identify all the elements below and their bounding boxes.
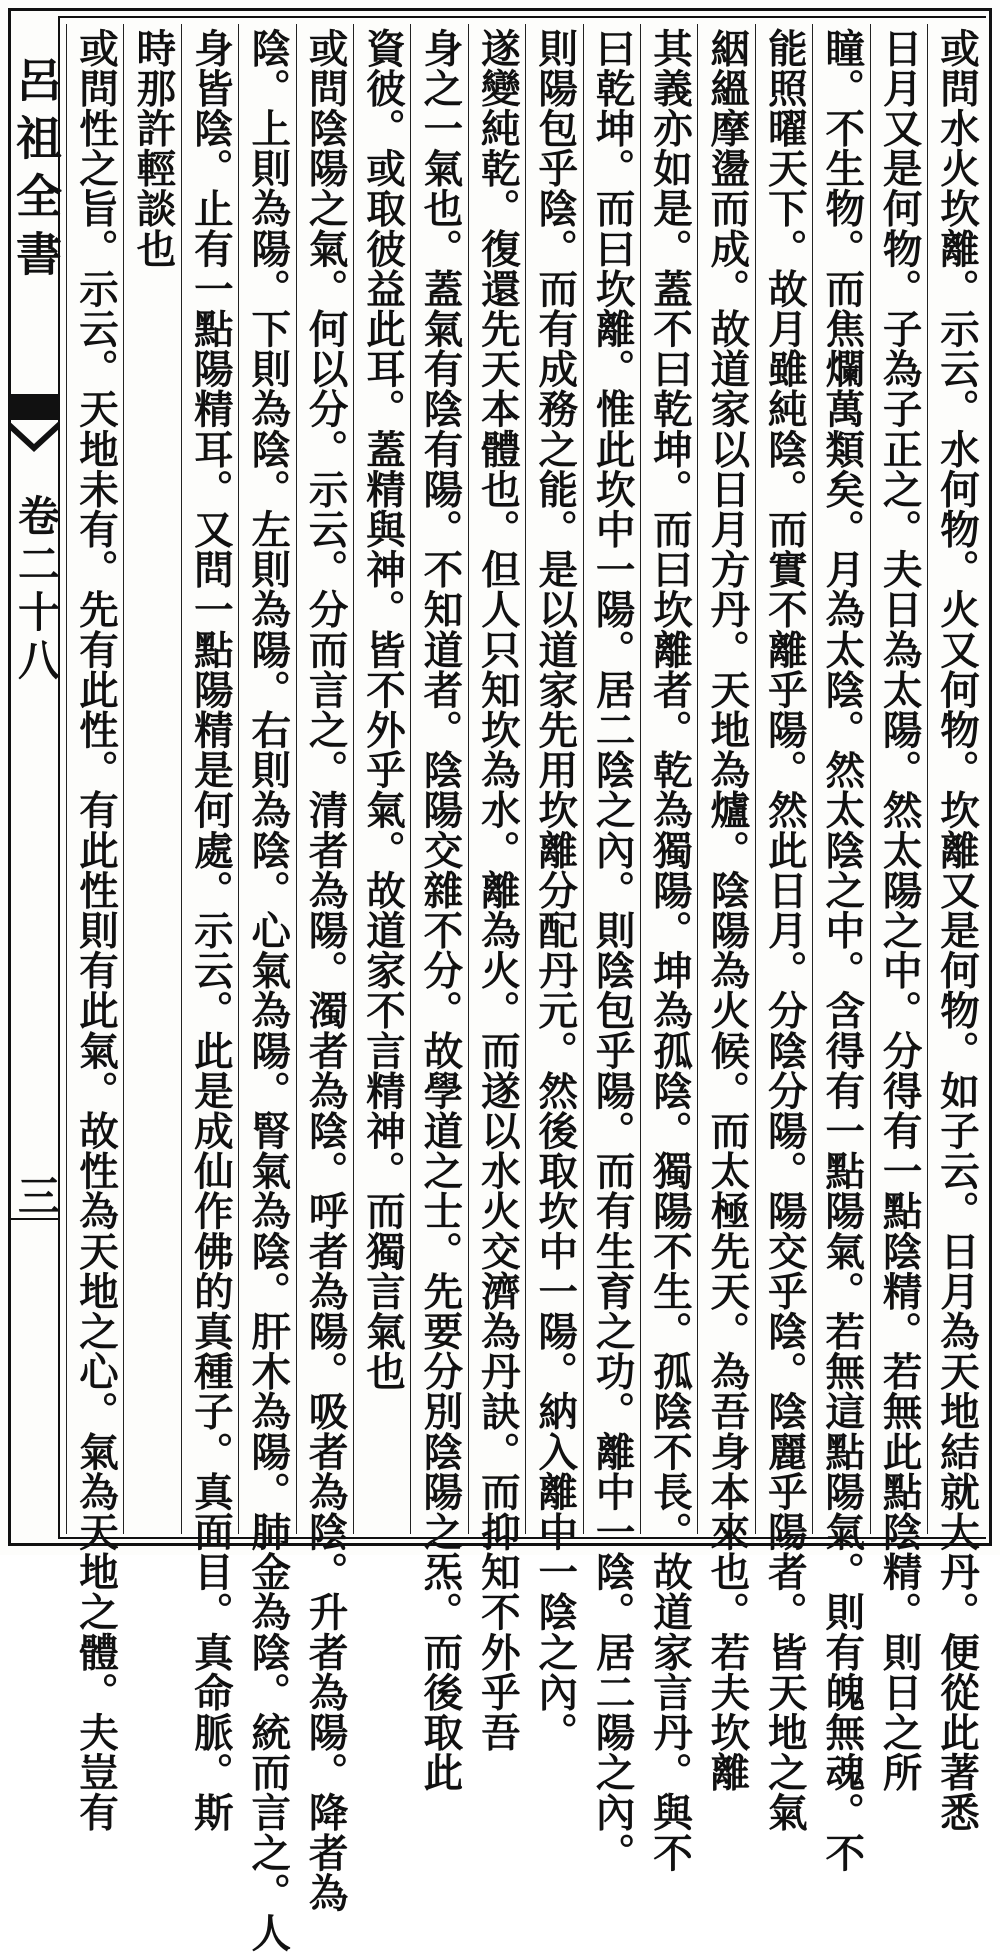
text-column <box>238 24 295 1953</box>
column-text: 能照曜天下。故月雖純陰。而實不離乎陽。然此日月。分陰分陽。陽交乎陰。陰麗乎陽者。皆天地之氣 <box>761 28 808 1833</box>
column-text: 或問水火坎離。示云。水何物。火又何物。坎離又是何物。如子云。日月為天地結就大丹。便從此著悉 <box>934 28 980 1833</box>
column-text: 時那許輕談也 <box>130 28 177 269</box>
text-column <box>697 24 754 1793</box>
column-text: 資彼。或取彼益此耳。蓋精與神。皆不外乎氣。故道家不言精神。而獨言氣也 <box>360 28 406 1392</box>
text-column <box>583 24 640 1873</box>
book-title: 呂祖全書 <box>9 56 63 288</box>
volume-label: 卷二十八 <box>12 494 61 686</box>
text-column <box>410 24 467 1793</box>
column-text: 身皆陰。止有一點陽精耳。又問一點陽精是何處。示云。此是成仙作佛的真種子。真面目。真命脈。斯 <box>187 28 234 1833</box>
text-columns <box>66 24 984 1953</box>
column-text: 絪縕摩盪而成。故道家以日月方丹。天地為爐。陰陽為火候。而太極先天。為吾身本來也。若夫坎離 <box>704 28 751 1793</box>
text-column <box>870 24 927 1793</box>
column-text: 身之一氣也。蓋氣有陰有陽。不知道者。陰陽交雜不分。故學道之士。先要分別陰陽之炁。而後取此 <box>417 28 464 1793</box>
text-column <box>181 24 238 1833</box>
fishtail-mark-icon <box>8 394 60 454</box>
banner-divider <box>8 1218 60 1220</box>
text-column <box>640 24 697 1873</box>
text-column <box>353 24 410 1534</box>
column-text: 其義亦如是。蓋不曰乾坤。而曰坎離者。乾為獨陽。坤為孤陰。獨陽不生。孤陰不長。故道家言丹。與不 <box>647 28 693 1873</box>
text-column <box>927 24 984 1833</box>
column-text: 遂變純乾。復還先天本體也。但人只知坎為水。離為火。而遂以水火交濟為丹訣。而抑知不外乎吾 <box>474 28 521 1753</box>
text-column <box>468 24 525 1753</box>
text-column <box>812 24 869 1873</box>
column-text: 日月又是何物。子為子正之。夫日為太陽。然太陽之中。分得有一點陰精。若無此點陰精。則日之所 <box>876 28 923 1793</box>
text-column <box>66 24 123 1833</box>
page-banner <box>8 16 63 1539</box>
page-number: 三 <box>12 1174 61 1216</box>
column-text: 陰。上則為陽。下則為陰。左則為陽。右則為陰。心氣為陽。腎氣為陰。肝木為陽。肺金為陰。統而言之。人 <box>245 28 292 1953</box>
text-column <box>296 24 353 1913</box>
column-text: 則陽包乎陰。而有成務之能。是以道家先用坎離分配丹元。然後取坎中一陽。納入離中一陰之內。 <box>532 28 579 1753</box>
column-text: 或問陰陽之氣。何以分。示云。分而言之。清者為陽。濁者為陰。呼者為陽。吸者為陰。升者為陽。降者為 <box>302 28 349 1913</box>
column-text: 瞳。不生物。而焦爛萬類矣。月為太陰。然太陰之中。含得有一點陽氣。若無這點陽氣。則有魄無魂。不 <box>819 28 866 1873</box>
column-text: 曰乾坤。而曰坎離。惟此坎中一陽。居二陰之內。則陰包乎陽。而有生育之功。離中一陰。居二陽之內。 <box>589 28 636 1873</box>
text-column <box>755 24 812 1833</box>
text-column <box>525 24 582 1753</box>
column-text: 或問性之旨。示云。天地未有。先有此性。有此性則有此氣。故性為天地之心。氣為天地之體。夫豈有 <box>73 28 119 1833</box>
text-column <box>123 24 180 1534</box>
